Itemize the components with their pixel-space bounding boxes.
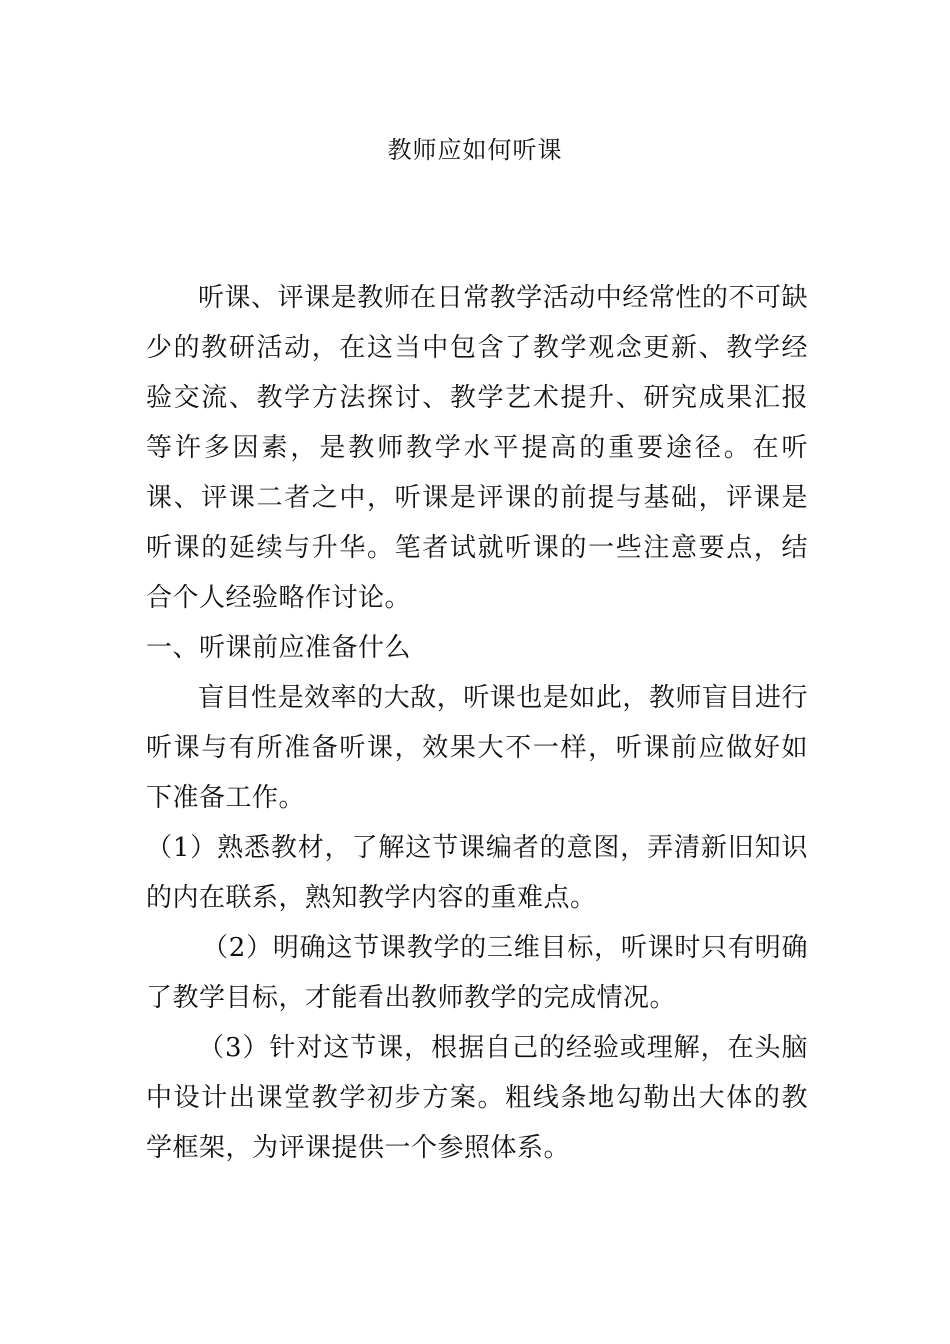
section-heading: 一、听课前应准备什么 (146, 633, 412, 663)
section-1 (146, 623, 808, 1173)
list-item-3: （3）针对这节课，根据自己的经验或理解，在头脑中设计出课堂教学初步方案。粗线条地勾勒出大体的教学框架，为评课提供一个参照体系。 (146, 1033, 808, 1163)
intro-section (146, 273, 808, 623)
document-title: 教师应如何听课 (387, 136, 563, 164)
section-lead-paragraph: 盲目性是效率的大敌，听课也是如此，教师盲目进行听课与有所准备听课，效果大不一样，听课前应做好如下准备工作。 (146, 683, 808, 813)
intro-paragraph: 听课、评课是教师在日常教学活动中经常性的不可缺少的教研活动，在这当中包含了教学观念更新、教学经验交流、教学方法探讨、教学艺术提升、研究成果汇报等许多因素，是教师教学水平提高的重要途径。在听课、评课二者之中，听课是评课的前提与基础，评课是听课的延续与升华。笔者试就听课的一些注意要点，结合个人经验略作讨论。 (146, 283, 808, 613)
list-item-2: （2）明确这节课教学的三维目标，听课时只有明确了教学目标，才能看出教师教学的完成情况。 (146, 933, 808, 1013)
list-item-1: （1）熟悉教材，了解这节课编者的意图，弄清新旧知识的内在联系，熟知教学内容的重难点。 (146, 833, 808, 913)
